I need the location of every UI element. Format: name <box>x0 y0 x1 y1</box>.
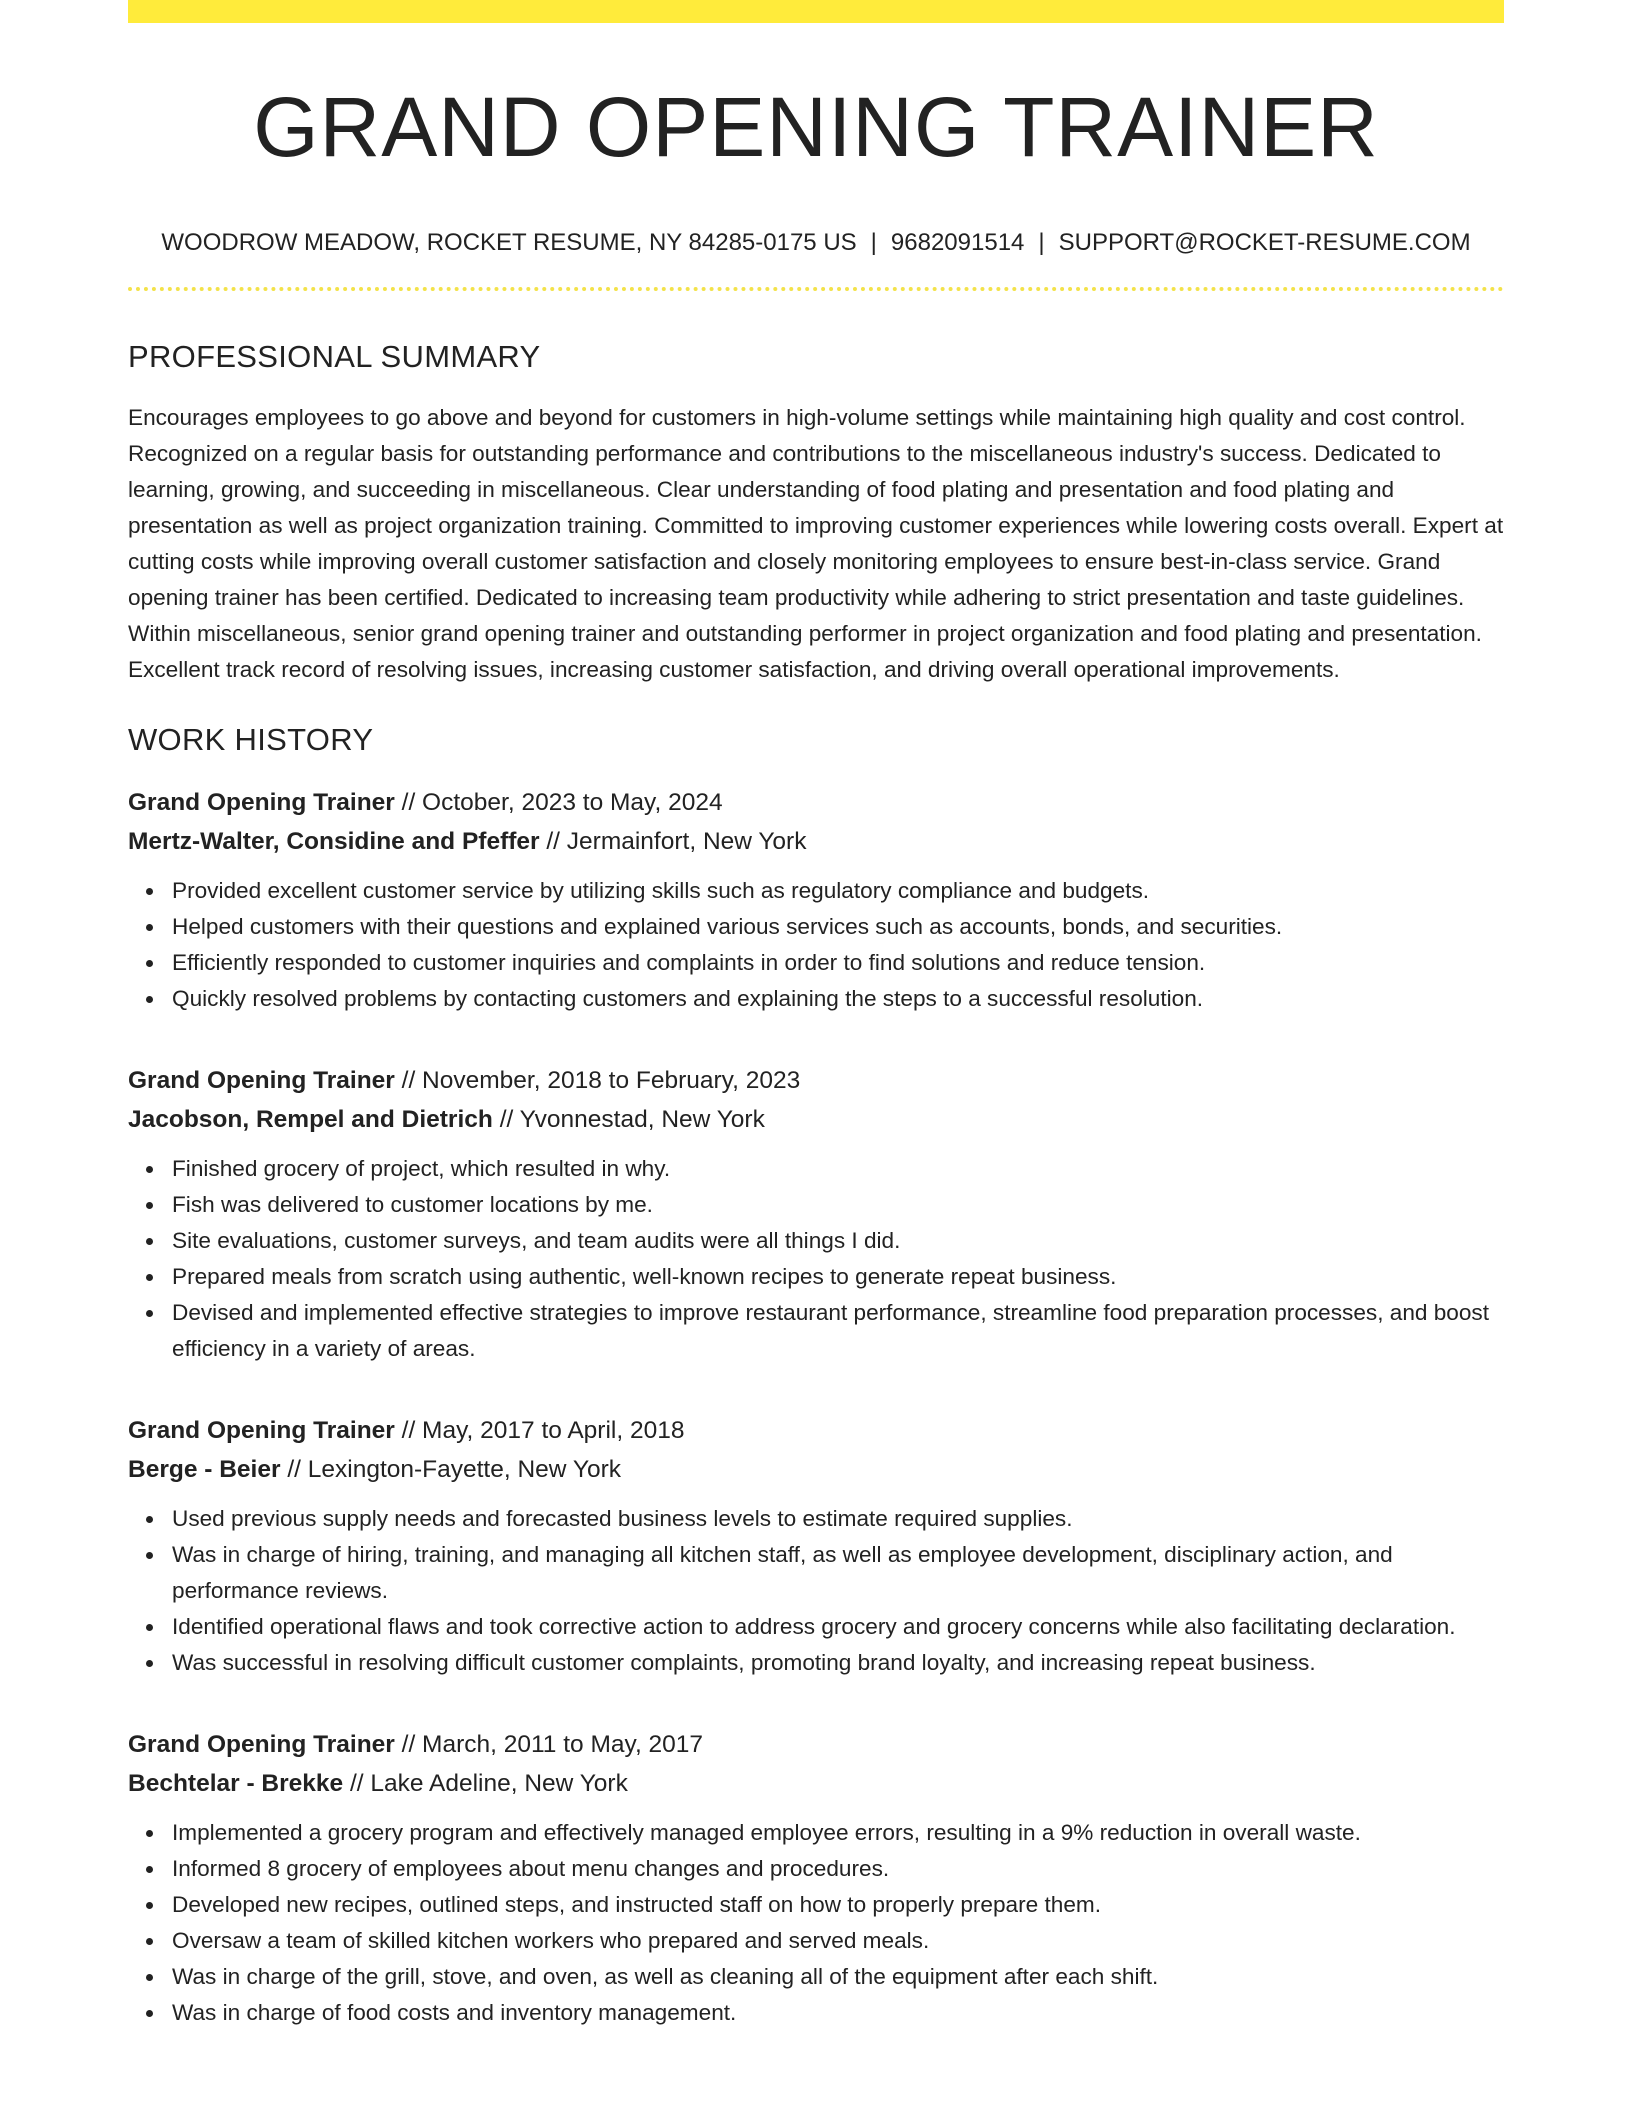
job-company: Bechtelar - Brekke <box>128 1770 344 1797</box>
job-bullet: Implemented a grocery program and effectively managed employee errors, resulting in a 9% reduction in overall waste. <box>172 1815 1504 1851</box>
contact-address: WOODROW MEADOW, ROCKET RESUME, NY 84285-0175 US <box>161 229 857 256</box>
job-title-line <box>128 1061 1504 1100</box>
job-bullets <box>128 1815 1504 2031</box>
job-location: // Yvonnestad, New York <box>499 1106 765 1133</box>
job-bullet: Was in charge of the grill, stove, and oven, as well as cleaning all of the equipment after each shift. <box>172 1959 1504 1995</box>
job-entry <box>128 1061 1504 1367</box>
job-location: // Lexington-Fayette, New York <box>287 1456 621 1483</box>
job-dates: // November, 2018 to February, 2023 <box>401 1067 801 1094</box>
summary-text: Encourages employees to go above and beyond for customers in high-volume settings while maintaining high quality and cost control. Recognized on a regular basis for outstanding performance and contributions to the miscellaneous industry's success. Dedicated to learning, growing, and succeeding in miscellaneous. Clear understanding of food plating and presentation and food plating and presentation as well as project organization training. Committed to improving customer experiences while lowering costs overall. Expert at cutting costs while improving overall customer satisfaction and closely monitoring employees to ensure best-in-class service. Grand opening trainer has been certified. Dedicated to increasing team productivity while adhering to strict presentation and taste guidelines. Within miscellaneous, senior grand opening trainer and outstanding performer in project organization and food plating and presentation. Excellent track record of resolving issues, increasing customer satisfaction, and driving overall operational improvements. <box>128 405 1504 682</box>
job-company-line <box>128 1100 1504 1139</box>
job-title-line <box>128 1411 1504 1450</box>
job-role: Grand Opening Trainer <box>128 1067 395 1094</box>
job-bullet: Oversaw a team of skilled kitchen workers who prepared and served meals. <box>172 1923 1504 1959</box>
job-bullets <box>128 873 1504 1017</box>
job-bullet: Used previous supply needs and forecasted business levels to estimate required supplies. <box>172 1501 1504 1537</box>
job-bullet: Fish was delivered to customer locations by me. <box>172 1187 1504 1223</box>
job-role: Grand Opening Trainer <box>128 789 395 816</box>
job-bullet: Provided excellent customer service by utilizing skills such as regulatory compliance and budgets. <box>172 873 1504 909</box>
job-bullet: Was successful in resolving difficult customer complaints, promoting brand loyalty, and increasing repeat business. <box>172 1645 1504 1681</box>
job-company: Mertz-Walter, Considine and Pfeffer <box>128 828 540 855</box>
job-bullet: Identified operational flaws and took corrective action to address grocery and grocery concerns while also facilitating declaration. <box>172 1609 1504 1645</box>
job-title-line <box>128 1725 1504 1764</box>
job-location: // Lake Adeline, New York <box>349 1770 628 1797</box>
job-company-line <box>128 822 1504 861</box>
job-role: Grand Opening Trainer <box>128 1417 395 1444</box>
job-entry <box>128 1411 1504 1681</box>
job-company: Berge - Beier <box>128 1456 281 1483</box>
job-bullet: Was in charge of hiring, training, and managing all kitchen staff, as well as employee development, disciplinary action, and performance reviews. <box>172 1537 1504 1609</box>
job-bullet: Prepared meals from scratch using authentic, well-known recipes to generate repeat business. <box>172 1259 1504 1295</box>
job-bullet: Finished grocery of project, which resulted in why. <box>172 1151 1504 1187</box>
job-bullets <box>128 1151 1504 1367</box>
contact-phone: 9682091514 <box>890 229 1025 256</box>
job-entry <box>128 783 1504 1017</box>
job-role: Grand Opening Trainer <box>128 1731 395 1758</box>
resume-page <box>128 0 1504 2031</box>
summary-heading: PROFESSIONAL SUMMARY <box>128 339 541 374</box>
job-dates: // October, 2023 to May, 2024 <box>401 789 723 816</box>
contact-separator: | <box>870 229 877 256</box>
resume-name: GRAND OPENING TRAINER <box>253 80 1379 174</box>
job-bullets <box>128 1501 1504 1681</box>
job-bullet: Devised and implemented effective strategies to improve restaurant performance, streamline food preparation processes, and boost efficiency in a variety of areas. <box>172 1295 1504 1367</box>
accent-bar <box>128 0 1504 23</box>
job-bullet: Helped customers with their questions and explained various services such as accounts, bonds, and securities. <box>172 909 1504 945</box>
job-dates: // May, 2017 to April, 2018 <box>401 1417 685 1444</box>
job-location: // Jermainfort, New York <box>546 828 807 855</box>
job-company: Jacobson, Rempel and Dietrich <box>128 1106 493 1133</box>
job-entry <box>128 1725 1504 2031</box>
job-title-line <box>128 783 1504 822</box>
job-company-line <box>128 1450 1504 1489</box>
header-divider <box>128 287 1504 291</box>
job-bullet: Informed 8 grocery of employees about menu changes and procedures. <box>172 1851 1504 1887</box>
contact-email: SUPPORT@ROCKET-RESUME.COM <box>1058 229 1471 256</box>
job-bullet: Quickly resolved problems by contacting customers and explaining the steps to a successful resolution. <box>172 981 1504 1017</box>
job-bullet: Site evaluations, customer surveys, and team audits were all things I did. <box>172 1223 1504 1259</box>
contact-separator: | <box>1038 229 1045 256</box>
job-bullet: Developed new recipes, outlined steps, and instructed staff on how to properly prepare them. <box>172 1887 1504 1923</box>
job-bullet: Was in charge of food costs and inventory management. <box>172 1995 1504 2031</box>
job-company-line <box>128 1764 1504 1803</box>
job-dates: // March, 2011 to May, 2017 <box>401 1731 704 1758</box>
work-history-heading: WORK HISTORY <box>128 722 374 757</box>
job-bullet: Efficiently responded to customer inquiries and complaints in order to find solutions and reduce tension. <box>172 945 1504 981</box>
contact-line <box>128 231 1504 255</box>
